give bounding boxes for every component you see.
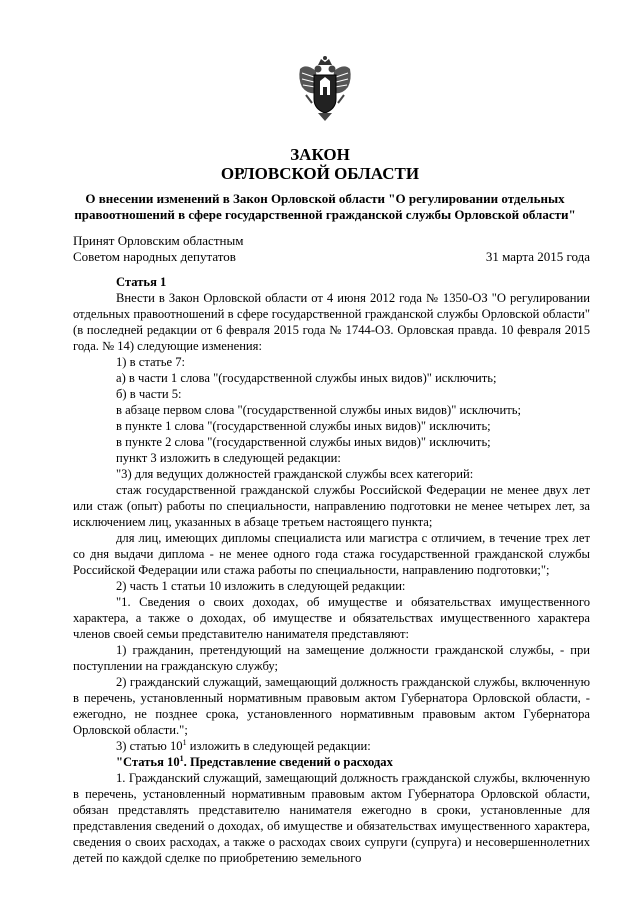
- article-1-heading: Статья 1: [116, 275, 167, 289]
- adoption-date: 31 марта 2015 года: [485, 249, 590, 264]
- item3-suffix: изложить в следующей редакции:: [186, 739, 371, 753]
- item3-prefix: 3) статью 10: [116, 739, 183, 753]
- paragraph-intro: Внести в Закон Орловской области от 4 июня 2012 года № 1350-ОЗ "О регулировании отдельных правоотношений в сфере государственной гражданской службы Орловской области" (в последней редакции от 6 февраля 2015 года № 1744-ОЗ. Орловская правда. 10 февраля 2015 года. № 14) следующие изменения:: [73, 291, 590, 353]
- accepted-line1: Принят Орловским областным: [73, 233, 244, 248]
- paragraph-item: пункт 3 изложить в следующей редакции:: [116, 451, 341, 465]
- paragraph-text: "1. Сведения о своих доходах, об имуществе и обязательствах имущественного характера, а также о доходах, об имуществе и обязательствах имущественного характера членов своей семьи представителю нанимателя представляют:: [73, 595, 590, 641]
- paragraph-text: 1) гражданин, претендующий на замещение должности гражданской службы, - при поступлении на гражданскую службу;: [73, 643, 590, 673]
- article10-sup: 1: [179, 753, 184, 763]
- paragraph-item: а) в части 1 слова "(государственной службы иных видов)" исключить;: [116, 371, 497, 385]
- paragraph-item: в пункте 1 слова "(государственной службы иных видов)" исключить;: [116, 419, 491, 433]
- paragraph-text: 1. Гражданский служащий, замещающий должность гражданской службы, включенную в перечень, установленный нормативным правовым актом Губернатора Орловской области, обязан представлять представителю нанимателя ежегодно в сроки, установленные для представления сведений о доходах, об имуществе и обязательствах имущественного характера, сведения о своих расходах, а также о расходах своих супруги (супруга) и несовершеннолетних детей по каждой сделке по приобретению земельного: [73, 771, 590, 865]
- paragraph-text: для лиц, имеющих дипломы специалиста или магистра с отличием, в течение трех лет со дня выдачи диплома - не менее одного года стажа государственной гражданской службы Российской Федерации или стажа работы по специальности, направлению подготовки;";: [73, 531, 590, 577]
- law-title: ЗАКОН: [290, 145, 350, 164]
- item3-sup: 1: [182, 737, 187, 747]
- accepted-line2: Советом народных депутатов: [73, 249, 236, 264]
- law-subtitle-line1: О внесении изменений в Закон Орловской области "О регулировании отдельных: [85, 191, 565, 206]
- paragraph-item: 1) в статье 7:: [116, 355, 186, 369]
- law-subtitle-line2: правоотношений в сфере государственной гражданской службы Орловской области": [74, 207, 576, 222]
- accepted-by: [73, 233, 243, 265]
- paragraph-item: 2) часть 1 статьи 10 изложить в следующей редакции:: [116, 579, 406, 593]
- article-10-1-heading: [73, 754, 590, 770]
- paragraph-item: в абзаце первом слова "(государственной службы иных видов)" исключить;: [116, 403, 521, 417]
- paragraph-item: "3) для ведущих должностей гражданской службы всех категорий:: [116, 467, 474, 481]
- paragraph-text: стаж государственной гражданской службы Российской Федерации не менее двух лет или стаж (опыт) работы по специальности, направлению подготовки не менее четырех лет, за исключением лиц, указанных в абзаце третьем настоящего пункта;: [73, 483, 590, 529]
- region-title: ОРЛОВСКОЙ ОБЛАСТИ: [220, 164, 420, 183]
- article10-suffix: . Представление сведений о расходах: [183, 755, 393, 769]
- paragraph-item-3: [73, 738, 590, 754]
- paragraph-text: 2) гражданский служащий, замещающий должность гражданской службы, включенную в перечень, установленный нормативным правовым актом Губернатора Орловской области, - ежегодно, не позднее срока, установленного нормативным правовым актом Губернатора Орловской области.";: [73, 675, 590, 737]
- paragraph-item: б) в части 5:: [116, 387, 182, 401]
- article10-prefix: "Статья 10: [116, 755, 180, 769]
- paragraph-item: в пункте 2 слова "(государственной службы иных видов)" исключить;: [116, 435, 491, 449]
- article-body: [73, 274, 590, 866]
- coat-of-arms-emblem: [296, 55, 354, 125]
